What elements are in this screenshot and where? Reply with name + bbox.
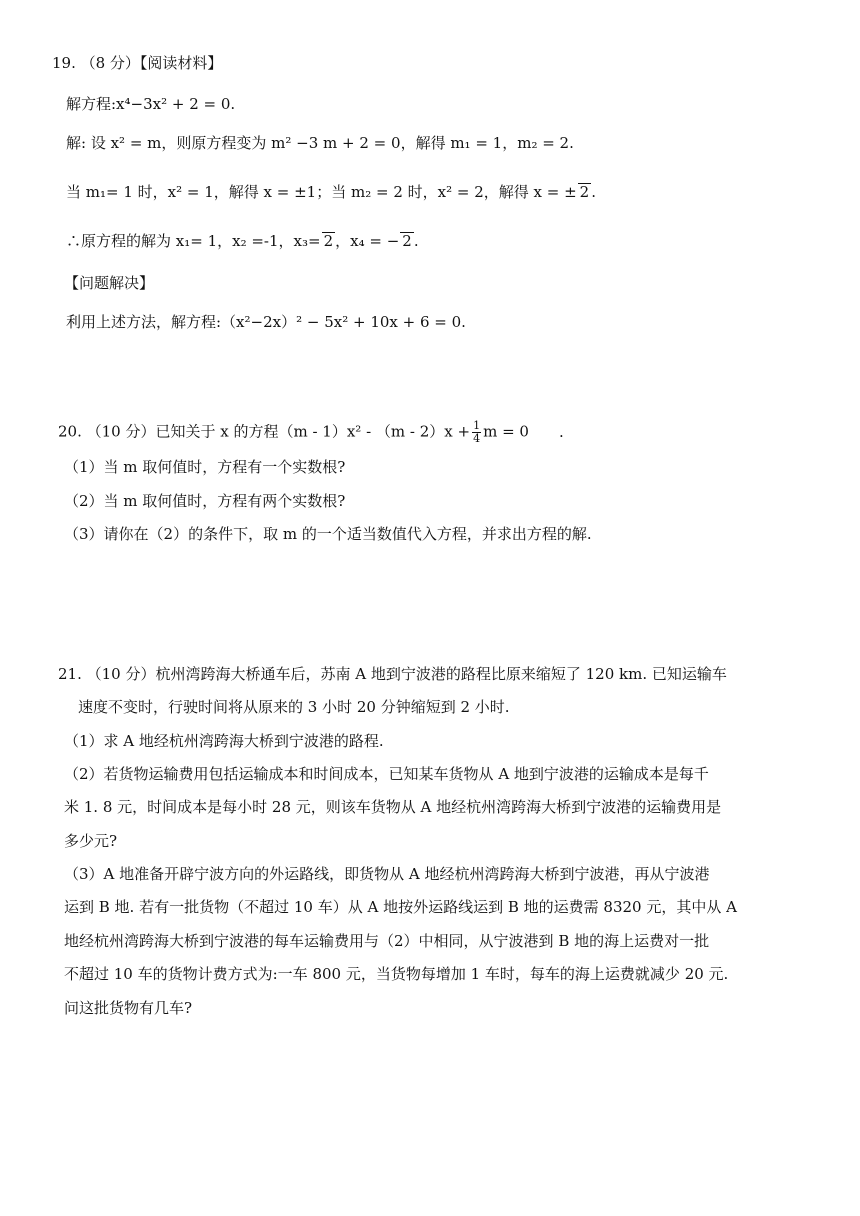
q19-roots-line (66, 232, 419, 250)
q21-line-2: 速度不变时，行驶时间将从原来的 3 小时 20 分钟缩短到 2 小时. (78, 698, 510, 716)
fraction-numerator: 1 (473, 419, 481, 432)
fraction-denominator: 4 (473, 432, 481, 446)
q20-header-tail: m = 0 (483, 422, 529, 441)
q21-part-3-line-1: （3）A 地准备开辟宁波方向的外运路线，即货物从 A 地经杭州湾跨海大桥到宁波港，再从宁波港 (64, 865, 710, 883)
q20-part-3: （3）请你在（2）的条件下，取 m 的一个适当数值代入方程，并求出方程的解. (64, 525, 592, 543)
q20-header (58, 420, 564, 445)
fraction-one-quarter (472, 420, 481, 445)
q19-cases-end: . (591, 183, 596, 201)
q19-roots-end: . (413, 232, 419, 250)
q20-part-1: （1）当 m 取何值时，方程有一个实数根? (64, 458, 346, 476)
sqrt-2-a: 2 (323, 232, 334, 250)
q19-roots-mid: ，x₄ = − (335, 232, 400, 250)
q19-equation: 解方程:x⁴−3x² + 2 = 0. (66, 95, 236, 113)
q19-cases-line (66, 183, 596, 201)
q21-part-2-line-3: 多少元? (64, 832, 118, 850)
q21-part-3-line-5: 问这批货物有几车? (64, 999, 193, 1017)
q19-solution-line: 解: 设 x² = m，则原方程变为 m² −3 m + 2 = 0，解得 m₁ = 1，m₂ = 2. (66, 134, 574, 152)
q21-part-2-line-2: 米 1. 8 元，时间成本是每小时 28 元，则该车货物从 A 地经杭州湾跨海大桥到宁波港的运输费用是 (64, 798, 722, 816)
q20-part-2: （2）当 m 取何值时，方程有两个实数根? (64, 492, 346, 510)
sqrt-2-b: 2 (402, 232, 412, 250)
q21-part-3-line-2: 运到 B 地. 若有一批货物（不超过 10 车）从 A 地按外运路线运到 B 地的运费需 8320 元，其中从 A (64, 898, 737, 916)
q20-header-text: 20. （10 分）已知关于 x 的方程（m - 1）x² - （m - 2）x + (58, 422, 471, 441)
q21-part-3-line-4: 不超过 10 车的货物计费方式为:一车 800 元，当货物每增加 1 车时，每车的海上运费就减少 20 元. (64, 965, 729, 983)
q20-header-period: . (558, 422, 564, 441)
q21-part-2-line-1: （2）若货物运输费用包括运输成本和时间成本，已知某车货物从 A 地到宁波港的运输成本是每千 (64, 765, 709, 783)
q21-line-1: 21. （10 分）杭州湾跨海大桥通车后，苏南 A 地到宁波港的路程比原来缩短了 120 km. 已知运输车 (58, 665, 727, 683)
q19-header: 19. （8 分）【阅读材料】 (52, 54, 223, 72)
q19-problem-equation: 利用上述方法，解方程:（x²−2x）² − 5x² + 10x + 6 = 0. (66, 313, 466, 331)
q19-problem-heading: 【问题解决】 (64, 274, 155, 292)
q19-cases-text: 当 m₁= 1 时，x² = 1，解得 x = ±1；当 m₂ = 2 时，x² = 2，解得 x = ± (66, 183, 577, 201)
q19-roots-text: ∴原方程的解为 x₁= 1，x₂ =-1，x₃= (66, 232, 321, 250)
q21-part-3-line-3: 地经杭州湾跨海大桥到宁波港的每车运输费用与（2）中相同，从宁波港到 B 地的海上运费对一批 (64, 932, 710, 950)
q21-part-1: （1）求 A 地经杭州湾跨海大桥到宁波港的路程. (64, 732, 384, 750)
sqrt-2: 2 (579, 183, 590, 201)
